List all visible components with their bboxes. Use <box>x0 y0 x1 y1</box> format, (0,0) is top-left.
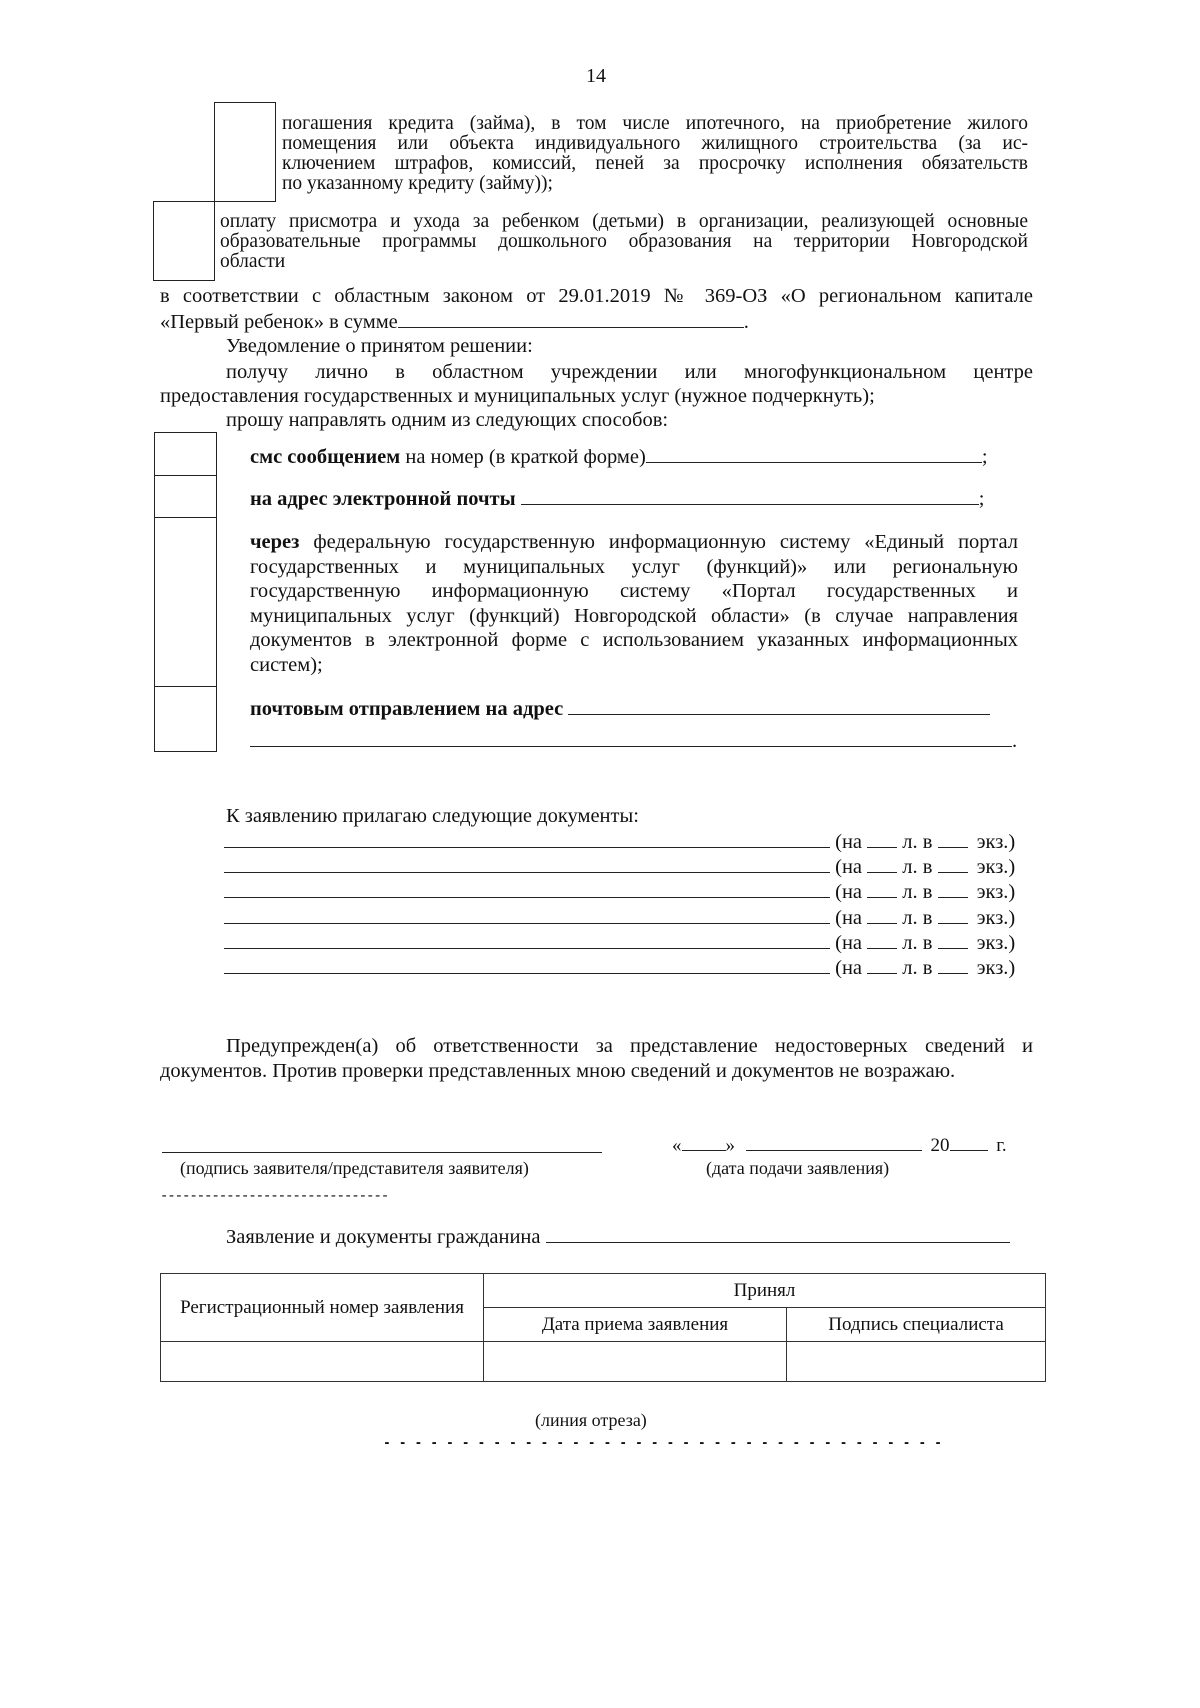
cell-signature[interactable] <box>787 1342 1046 1382</box>
email-field[interactable] <box>521 488 979 505</box>
header-signature: Подпись специалиста <box>787 1308 1046 1342</box>
option-text-line: погашения кредита (займа), в том числе ипотечного, на приобретение жилого <box>282 113 1028 134</box>
method-portal <box>250 530 1018 677</box>
attachment-copies-field[interactable] <box>938 957 968 974</box>
option-text-line: области <box>220 251 286 272</box>
receipt-label: Заявление и документы гражданина <box>226 1226 541 1248</box>
portal-line: документов в электронной форме с использованием указанных информационных <box>250 629 1018 651</box>
post-address-field[interactable] <box>568 698 990 715</box>
checkbox-mortgage[interactable] <box>214 102 276 202</box>
attachments-list <box>224 830 1034 981</box>
semicolon: ; <box>981 446 988 468</box>
label-sheets: л. в <box>902 957 933 980</box>
amount-field[interactable] <box>398 311 744 328</box>
attachment-sheets-field[interactable] <box>867 957 897 974</box>
cell-date[interactable] <box>484 1342 787 1382</box>
header-accepted: Принял <box>484 1274 1046 1308</box>
date-field <box>672 1134 1007 1156</box>
attachment-document-field[interactable] <box>224 881 830 898</box>
method-sms <box>250 446 1020 468</box>
label-copies: экз.) <box>976 931 1016 954</box>
attachment-copies-field[interactable] <box>938 831 968 848</box>
notification-request: прошу направлять одним из следующих способов: <box>226 409 669 431</box>
attachment-document-field[interactable] <box>224 831 830 848</box>
method-post-label: почтовым отправлением на адрес <box>250 698 564 720</box>
checkbox-email[interactable] <box>154 475 217 518</box>
checkbox-post[interactable] <box>154 686 217 752</box>
cut-line-label: (линия отреза) <box>535 1410 647 1430</box>
receipt-line <box>226 1226 1010 1248</box>
date-year-field[interactable] <box>950 1134 988 1151</box>
warning-line-2: документов. Против проверки представленных мною сведений и документов не возражаю. <box>160 1060 956 1082</box>
attachment-sheets-field[interactable] <box>867 881 897 898</box>
portal-line: федеральную государственную информационную систему «Единый портал <box>299 531 1018 553</box>
label-na: (на <box>835 856 863 879</box>
law-line-1: в соответствии с областным законом от 29.01.2019 № 369-ОЗ «О региональном капитале <box>160 285 1033 307</box>
law-line-2-prefix: «Первый ребенок» в сумме <box>160 311 398 333</box>
option-text-line: ключением штрафов, комиссий, пеней за просрочку исполнения обязательств <box>282 153 1028 174</box>
signature-caption: (подпись заявителя/представителя заявителя) <box>180 1158 529 1178</box>
portal-line: систем); <box>250 653 323 676</box>
close-quote: » <box>725 1135 735 1156</box>
date-day-field[interactable] <box>682 1134 726 1151</box>
year-suffix: г. <box>996 1135 1007 1156</box>
attachment-sheets-field[interactable] <box>867 831 897 848</box>
citizen-name-field[interactable] <box>546 1226 1010 1243</box>
cell-reg-number[interactable] <box>161 1342 484 1382</box>
notification-personal <box>160 362 1033 407</box>
law-paragraph <box>160 286 1033 333</box>
label-copies: экз.) <box>976 881 1016 904</box>
label-sheets: л. в <box>902 831 933 853</box>
notification-heading: Уведомление о принятом решении: <box>226 335 533 357</box>
option-text-line: оплату присмотра и ухода за ребенком (детьми) в организации, реализующей основные <box>220 211 1028 232</box>
attachment-sheets-field[interactable] <box>867 856 897 873</box>
attachments-heading: К заявлению прилагаю следующие документы: <box>226 805 639 827</box>
option-text-line: помещения или объекта индивидуального жилищного строительства (за ис- <box>282 133 1028 154</box>
portal-line: государственную информационную систему «Портал государственных и <box>250 580 1018 602</box>
method-email <box>250 488 1020 510</box>
label-sheets: л. в <box>902 931 933 954</box>
method-email-label: на адрес электронной почты <box>250 488 516 510</box>
attachment-document-field[interactable] <box>224 856 830 873</box>
option-mortgage-text <box>282 114 1028 194</box>
label-na: (на <box>835 881 863 904</box>
page-number: 14 <box>586 65 606 87</box>
warning-line-1: Предупрежден(а) об ответственности за представление недостоверных сведений и <box>226 1035 1033 1057</box>
label-na: (на <box>835 957 863 980</box>
label-na: (на <box>835 831 863 853</box>
date-month-field[interactable] <box>746 1134 922 1151</box>
open-quote: « <box>672 1135 682 1156</box>
sms-phone-field[interactable] <box>646 446 982 463</box>
separator-dashes: ------------------------------- <box>160 1188 389 1205</box>
attachment-copies-field[interactable] <box>938 932 968 949</box>
personal-line-2: предоставления государственных и муниципальных услуг (нужное подчеркнуть); <box>160 385 875 407</box>
header-reg-number: Регистрационный номер заявления <box>161 1274 484 1342</box>
attachment-row <box>224 830 1034 855</box>
label-sheets: л. в <box>902 856 933 879</box>
portal-line: муниципальных услуг (функций) Новгородской области» (в случае направления <box>250 604 1018 627</box>
signature-line[interactable] <box>162 1152 602 1153</box>
portal-line: государственных и муниципальных услуг (функций)» или региональную <box>250 555 1018 578</box>
label-na: (на <box>835 906 863 929</box>
label-sheets: л. в <box>902 881 933 904</box>
personal-line-1: получу лично в областном учреждении или многофункциональном центре <box>226 361 1033 383</box>
option-text-line: по указанному кредиту (займу)); <box>282 173 553 194</box>
attachment-row <box>224 906 1034 931</box>
attachment-row <box>224 855 1034 880</box>
registration-table <box>160 1273 1046 1382</box>
label-copies: экз.) <box>976 831 1016 853</box>
attachment-document-field[interactable] <box>224 957 830 974</box>
attachment-copies-field[interactable] <box>938 907 968 924</box>
post-address-field-line-2[interactable] <box>250 730 1012 747</box>
attachment-sheets-field[interactable] <box>867 932 897 949</box>
attachment-row <box>224 956 1034 981</box>
label-copies: экз.) <box>976 856 1016 879</box>
period: . <box>743 311 749 333</box>
cut-line: - - - - - - - - - - - - - - - - - - - - - - - - - - - - - - - - - - - - <box>383 1434 943 1452</box>
semicolon: ; <box>978 488 985 510</box>
attachment-sheets-field[interactable] <box>867 907 897 924</box>
period: . <box>1012 730 1018 752</box>
attachment-row <box>224 931 1034 956</box>
attachment-document-field[interactable] <box>224 932 830 949</box>
attachment-copies-field[interactable] <box>938 881 968 898</box>
method-portal-label: через <box>250 531 300 553</box>
header-date: Дата приема заявления <box>484 1308 787 1342</box>
method-sms-label: смс сообщением <box>250 446 401 468</box>
attachment-copies-field[interactable] <box>938 856 968 873</box>
checkbox-sms[interactable] <box>154 432 217 476</box>
label-copies: экз.) <box>976 957 1016 980</box>
label-copies: экз.) <box>976 906 1016 929</box>
date-caption: (дата подачи заявления) <box>706 1158 890 1178</box>
attachment-document-field[interactable] <box>224 907 830 924</box>
label-na: (на <box>835 931 863 954</box>
checkbox-portal[interactable] <box>154 517 217 687</box>
attachment-row <box>224 880 1034 905</box>
method-sms-text: на номер (в краткой форме) <box>400 446 646 468</box>
method-post <box>250 698 1020 752</box>
option-childcare-text <box>220 212 1028 272</box>
warning-paragraph <box>160 1034 1033 1084</box>
checkbox-childcare[interactable] <box>153 201 215 281</box>
label-sheets: л. в <box>902 906 933 929</box>
option-text-line: образовательные программы дошкольного образования на территории Новгородской <box>220 231 1028 252</box>
year-prefix: 20 <box>930 1135 950 1156</box>
